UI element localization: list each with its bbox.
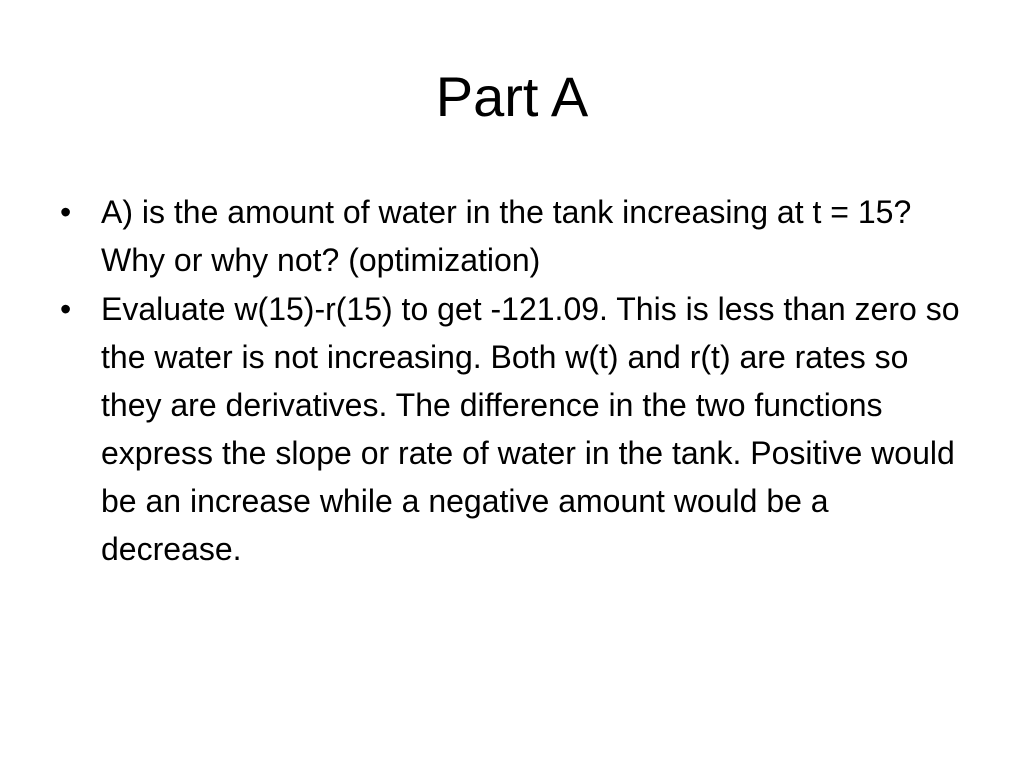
bullet-list <box>60 188 970 574</box>
slide-title: Part A <box>435 65 589 128</box>
bullet-text-question: A) is the amount of water in the tank increasing at t = 15? Why or why not? (optimization) <box>101 194 912 278</box>
bullet-item-question <box>60 188 970 284</box>
bullet-icon: • <box>60 291 72 327</box>
bullet-icon: • <box>60 194 72 230</box>
bullet-text-answer: Evaluate w(15)-r(15) to get -121.09. This is less than zero so the water is not increasing. Both w(t) and r(t) are rates so they are derivatives. The difference in the two functions express the slope or rate of water in the tank. Positive would be an increase while a negative amount would be a decrease. <box>101 291 960 567</box>
bullet-item-answer <box>60 285 970 573</box>
